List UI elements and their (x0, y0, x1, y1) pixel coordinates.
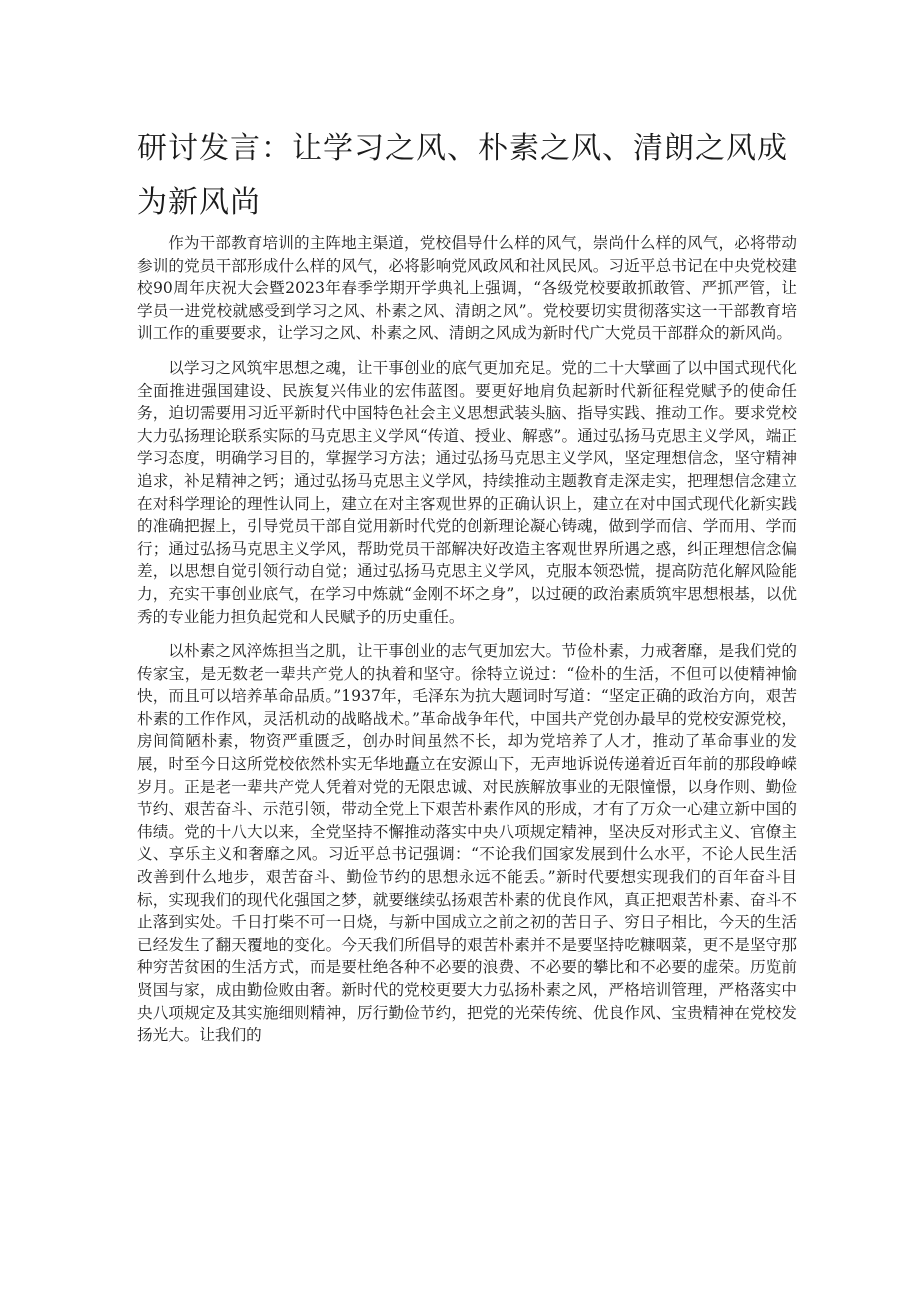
paragraph-study-style: 以学习之风筑牢思想之魂，让干事创业的底气更加充足。党的二十大擘画了以中国式现代化全面推进强国建设、民族复兴伟业的宏伟蓝图。要更好地肩负起新时代新征程党赋予的使命任务，迫切需要用习近平新时代中国特色社会主义思想武装头脑、指导实践、推动工作。要求党校大力弘扬理论联系实际的马克思主义学风“传道、授业、解惑”。通过弘扬马克思主义学风，端正学习态度，明确学习目的，掌握学习方法；通过弘扬马克思主义学风，坚定理想信念，坚守精神追求，补足精神之钙；通过弘扬马克思主义学风，持续推动主题教育走深走实，把理想信念建立在对科学理论的理性认同上，建立在对主客观世界的正确认识上，建立在对中国式现代化新实践的准确把握上，引导党员干部自觉用新时代党的创新理论凝心铸魂，做到学而信、学而用、学而行；通过弘扬马克思主义学风，帮助党员干部解决好改造主客观世界所遇之惑，纠正理想信念偏差，以思想自觉引领行动自觉；通过弘扬马克思主义学风，克服本领恐慌，提高防范化解风险能力，充实干事创业底气，在学习中炼就“金刚不坏之身”，以过硬的政治素质筑牢思想根基，以优秀的专业能力担负起党和人民赋予的历史重任。 (137, 358, 797, 626)
paragraph-intro: 作为干部教育培训的主阵地主渠道，党校倡导什么样的风气，崇尚什么样的风气，必将带动参训的党员干部形成什么样的风气，必将影响党风政风和社风民风。习近平总书记在中央党校建校90周年庆祝大会暨2023年春季学期开学典礼上强调，“各级党校要敢抓敢管、严抓严管，让学员一进党校就感受到学习之风、朴素之风、清朗之风”。党校要切实贯彻落实这一干部教育培训工作的重要要求，让学习之风、朴素之风、清朗之风成为新时代广大党员干部群众的新风尚。 (137, 234, 797, 343)
document-title: 研讨发言：让学习之风、朴素之风、清朗之风成为新风尚 (137, 131, 788, 220)
document-body (137, 232, 797, 1059)
paragraph-simple-style: 以朴素之风淬炼担当之肌，让干事创业的志气更加宏大。节俭朴素，力戒奢靡，是我们党的传家宝，是无数老一辈共产党人的执着和坚守。徐特立说过：“俭朴的生活，不但可以使精神愉快，而且可以培养革命品质。”1937年，毛泽东为抗大题词时写道：“坚定正确的政治方向，艰苦朴素的工作作风，灵活机动的战略战术。”革命战争年代，中国共产党创办最早的党校安源党校，房间简陋朴素，物资严重匮乏，创办时间虽然不长，却为党培养了人才，推动了革命事业的发展，时至今日这所党校依然朴实无华地矗立在安源山下，无声地诉说传递着近百年前的那段峥嵘岁月。正是老一辈共产党人凭着对党的无限忠诚、对民族解放事业的无限憧憬，以身作则、勤俭节约、艰苦奋斗、示范引领，带动全党上下艰苦朴素作风的形成，才有了万众一心建立新中国的伟绩。党的十八大以来，全党坚持不懈推动落实中央八项规定精神，坚决反对形式主义、官僚主义、享乐主义和奢靡之风。习近平总书记强调：“不论我们国家发展到什么水平，不论人民生活改善到什么地步，艰苦奋斗、勤俭节约的思想永远不能丢。”新时代要想实现我们的百年奋斗目标，实现我们的现代化强国之梦，就要继续弘扬艰苦朴素的优良作风，真正把艰苦朴素、奋斗不止落到实处。千日打柴不可一日烧，与新中国成立之前之初的苦日子、穷日子相比，今天的生活已经发生了翻天覆地的变化。今天我们所倡导的艰苦朴素并不是要坚持吃糠咽菜，更不是坚守那种穷苦贫困的生活方式，而是要杜绝各种不必要的浪费、不必要的攀比和不必要的虚荣。历览前贤国与家，成由勤俭败由奢。新时代的党校更要大力弘扬朴素之风，严格培训管理，严格落实中央八项规定及其实施细则精神，厉行勤俭节约，把党的光荣传统、优良作风、宝贵精神在党校发扬光大。让我们的 (137, 642, 797, 1045)
